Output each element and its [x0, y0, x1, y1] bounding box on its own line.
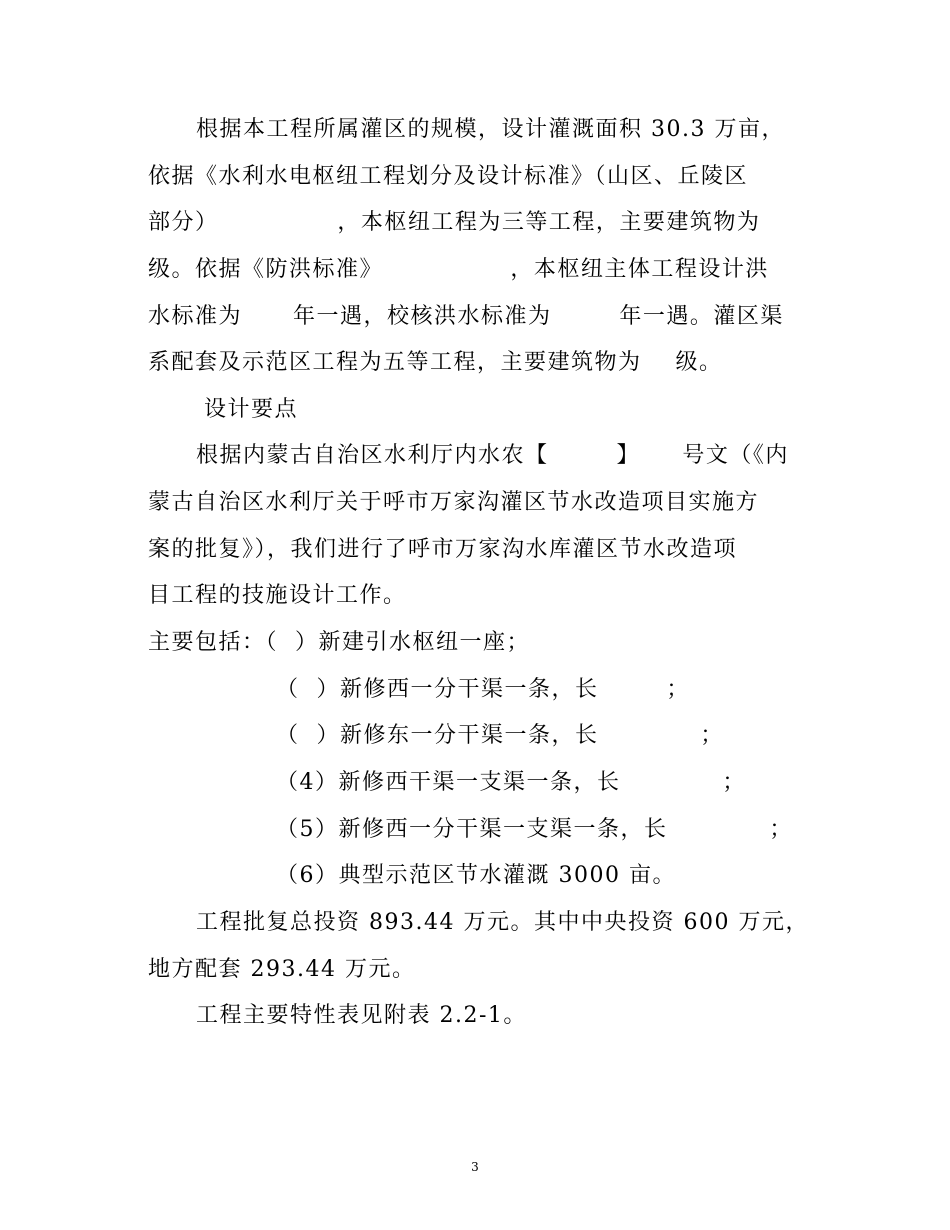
list-item: （6）典型示范区节水灌溉 3000 亩。: [276, 863, 676, 888]
text-line: 案的批复》），我们进行了呼市万家沟水库灌区节水改造项: [148, 537, 738, 562]
text-line: 根据本工程所属灌区的规模，设计灌溉面积 30.3 万亩，: [196, 117, 785, 142]
list-item: （ ）新修西一分干渠一条，长 ；: [276, 677, 690, 702]
text-line: 根据内蒙古自治区水利厅内水农【 】 号文（《内: [196, 443, 789, 468]
text-line: 水标准为 年一遇，校核洪水标准为 年一遇。灌区渠: [148, 304, 784, 329]
list-intro: 主要包括：（ ）新建引水枢纽一座；: [148, 630, 530, 655]
text-line: 依据《水利水电枢纽工程划分及设计标准》（山区、丘陵区: [148, 164, 749, 189]
page-number: 3: [471, 1160, 479, 1174]
list-item: （ ）新修东一分干渠一条，长 ；: [276, 723, 724, 748]
text-line: 工程批复总投资 893.44 万元。其中中央投资 600 万元，: [196, 910, 809, 935]
list-item: （4）新修西干渠一支渠一条，长 ；: [276, 770, 746, 795]
list-item: （5）新修西一分干渠一支渠一条，长 ；: [276, 817, 793, 842]
text-line: 地方配套 293.44 万元。: [148, 957, 416, 982]
text-line: 部分） ，本枢纽工程为三等工程，主要建筑物为: [148, 210, 761, 235]
text-line: 目工程的技施设计工作。: [148, 583, 407, 608]
section-heading: 设计要点: [204, 397, 299, 422]
text-line: 蒙古自治区水利厅关于呼市万家沟灌区节水改造项目实施方: [148, 490, 760, 515]
text-line: 系配套及示范区工程为五等工程，主要建筑物为 级。: [148, 350, 723, 375]
text-line: 级。依据《防洪标准》 ，本枢纽主体工程设计洪: [148, 257, 769, 282]
paragraph-appendix-reference: 工程主要特性表见附表 2.2-1。: [196, 1003, 527, 1028]
